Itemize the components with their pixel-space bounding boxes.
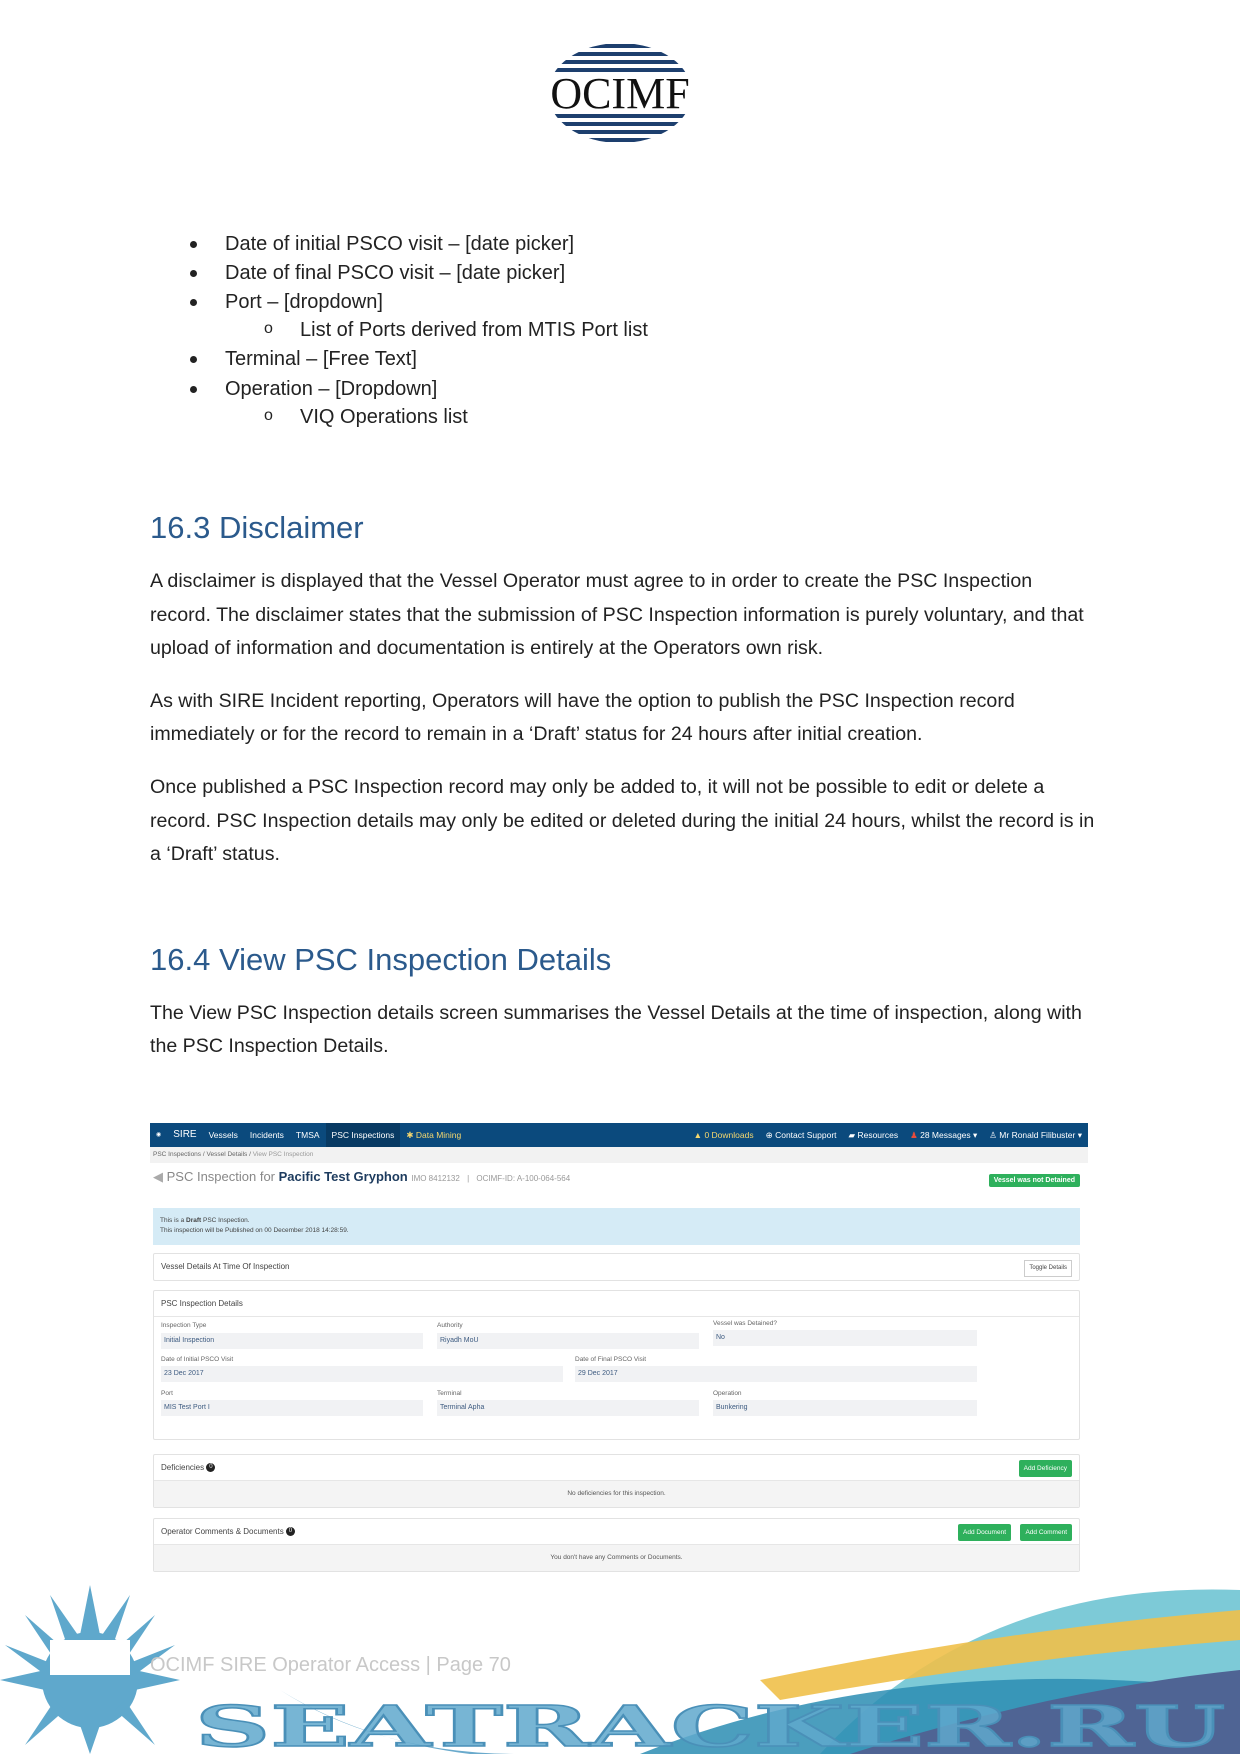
ocimf-mini-logo-icon: ◉ — [156, 1132, 162, 1138]
list-item: List of Ports derived from MTIS Port list — [300, 319, 648, 341]
vessel-name: Pacific Test Gryphon — [278, 1169, 408, 1184]
back-icon[interactable]: ◀ — [153, 1169, 163, 1184]
nav-data-mining[interactable]: ✱ Data Mining — [406, 1130, 462, 1140]
deficiencies-panel — [153, 1454, 1080, 1508]
bell-icon: ♟ — [910, 1130, 918, 1140]
field-label: Authority — [437, 1322, 463, 1329]
bullet-icon — [190, 270, 197, 277]
section-heading-view-psc: 16.4 View PSC Inspection Details — [150, 941, 612, 977]
paragraph: A disclaimer is displayed that the Vessel Operator must agree to in order to create the PSC Inspection record. The disclaimer states that the submission of PSC Inspection information is purely voluntary, and that upload of information and documentation is entirely at the Operators own risk. — [150, 570, 1084, 660]
paragraph: As with SIRE Incident reporting, Operators will have the option to publish the PSC Inspection record immediately or for the record to remain in a ‘Draft’ status for 24 hours after initial creation. — [150, 689, 1015, 746]
initial-visit-field: 23 Dec 2017 — [161, 1366, 563, 1382]
embedded-screenshot — [150, 1123, 1088, 1575]
field-label: Date of Final PSCO Visit — [575, 1356, 647, 1363]
field-label: Inspection Type — [161, 1322, 207, 1329]
nav-downloads[interactable]: ▲ 0 Downloads — [693, 1130, 754, 1140]
terminal-field: Terminal Apha — [437, 1400, 699, 1416]
list-item: Date of initial PSCO visit – [date picker] — [225, 233, 575, 255]
list-item: Port – [dropdown] — [225, 291, 383, 313]
sub-bullet-icon: o — [264, 407, 273, 424]
field-label: Date of Initial PSCO Visit — [161, 1356, 234, 1363]
page-footer: OCIMF SIRE Operator Access | Page 70 — [150, 1654, 511, 1676]
inspection-type-field: Initial Inspection — [161, 1333, 423, 1349]
bullet-icon — [190, 299, 197, 306]
paragraph: The View PSC Inspection details screen summarises the Vessel Details at the time of inspection, along with the PSC Inspection Details. — [150, 1001, 1082, 1058]
empty-message: No deficiencies for this inspection. — [154, 1481, 1079, 1507]
list-item: Operation – [Dropdown] — [225, 378, 438, 400]
breadcrumb: PSC Inspections / Vessel Details / View PSC Inspection — [150, 1147, 1088, 1163]
navbar — [150, 1123, 1088, 1147]
user-icon: ♙ — [989, 1130, 997, 1140]
toggle-details-button[interactable]: Toggle Details — [1024, 1260, 1072, 1277]
add-comment-button[interactable]: Add Comment — [1020, 1524, 1072, 1541]
nav-brand[interactable]: SIRE — [173, 1129, 197, 1140]
panel-title: Operator Comments & Documents — [161, 1527, 284, 1536]
bullet-icon — [190, 356, 197, 363]
nav-psc-inspections[interactable]: PSC Inspections — [326, 1123, 401, 1147]
nav-contact-support[interactable]: ⊕ Contact Support — [765, 1130, 837, 1140]
panel-title: Deficiencies — [161, 1463, 205, 1472]
add-deficiency-button[interactable]: Add Deficiency — [1019, 1460, 1072, 1477]
breadcrumb-psc[interactable]: PSC Inspections — [153, 1151, 202, 1158]
page-title: ◀ PSC Inspection for Pacific Test Gryphon IMO 8412132 | OCIMF-ID: A-100-064-564 — [153, 1169, 571, 1184]
psc-details-panel — [153, 1290, 1080, 1440]
field-label: Port — [161, 1390, 173, 1397]
nav-vessels[interactable]: Vessels — [208, 1130, 238, 1140]
field-label: Vessel was Detained? — [713, 1320, 777, 1327]
field-label: Operation — [713, 1390, 742, 1397]
draft-alert: This is a Draft PSC Inspection. This inspection will be Published on 00 December 2018 14:28:59. — [153, 1208, 1080, 1245]
book-icon: ▰ — [848, 1130, 856, 1140]
list-item: Terminal – [Free Text] — [225, 348, 417, 370]
sub-bullet-icon: o — [264, 320, 273, 337]
watermark-lettering: SEATRACKER.RU — [195, 1694, 1225, 1754]
nav-incidents[interactable]: Incidents — [249, 1130, 284, 1140]
add-document-button[interactable]: Add Document — [958, 1524, 1011, 1541]
authority-field: Riyadh MoU — [437, 1333, 699, 1349]
body-text — [150, 510, 1095, 1064]
field-label: Terminal — [437, 1390, 462, 1397]
panel-title: Vessel Details At Time Of Inspection — [161, 1262, 290, 1271]
panel-title: PSC Inspection Details — [154, 1291, 1079, 1317]
nav-user-menu[interactable]: ♙ Mr Ronald Filibuster ▾ — [989, 1130, 1082, 1140]
breadcrumb-current: View PSC Inspection — [252, 1151, 314, 1158]
count-badge: 0 — [286, 1527, 295, 1536]
operation-field: Bunkering — [713, 1400, 977, 1416]
svg-text:OCIMF: OCIMF — [550, 69, 690, 118]
list-item: VIQ Operations list — [300, 406, 468, 428]
bullet-icon — [190, 241, 197, 248]
lifebuoy-icon: ⊕ — [765, 1130, 773, 1140]
final-visit-field: 29 Dec 2017 — [575, 1366, 977, 1382]
ocimf-logo — [540, 38, 700, 148]
nav-resources[interactable]: ▰ Resources — [848, 1130, 899, 1140]
nav-tmsa[interactable]: TMSA — [295, 1130, 320, 1140]
detained-field: No — [713, 1330, 977, 1346]
breadcrumb-vessel[interactable]: Vessel Details — [206, 1151, 248, 1158]
port-field: MIS Test Port I — [161, 1400, 423, 1416]
comments-panel — [153, 1518, 1080, 1572]
paragraph: Once published a PSC Inspection record may only be added to, it will not be possible to edit or delete a record. PSC Inspection details may only be edited or deleted during the initial 24 hours, whilst the record is in a ‘Draft’ status. — [150, 775, 1095, 866]
bullet-icon — [190, 386, 197, 393]
count-badge: 0 — [206, 1463, 215, 1472]
status-badge: Vessel was not Detained — [989, 1174, 1080, 1187]
warning-icon: ▲ — [693, 1130, 703, 1140]
list-item: Date of final PSCO visit – [date picker] — [225, 262, 566, 284]
empty-message: You don't have any Comments or Documents. — [154, 1545, 1079, 1571]
section-heading-disclaimer: 16.3 Disclaimer — [150, 510, 364, 545]
nav-messages[interactable]: ♟ 28 Messages ▾ — [910, 1130, 978, 1140]
vessel-details-panel — [153, 1253, 1080, 1281]
